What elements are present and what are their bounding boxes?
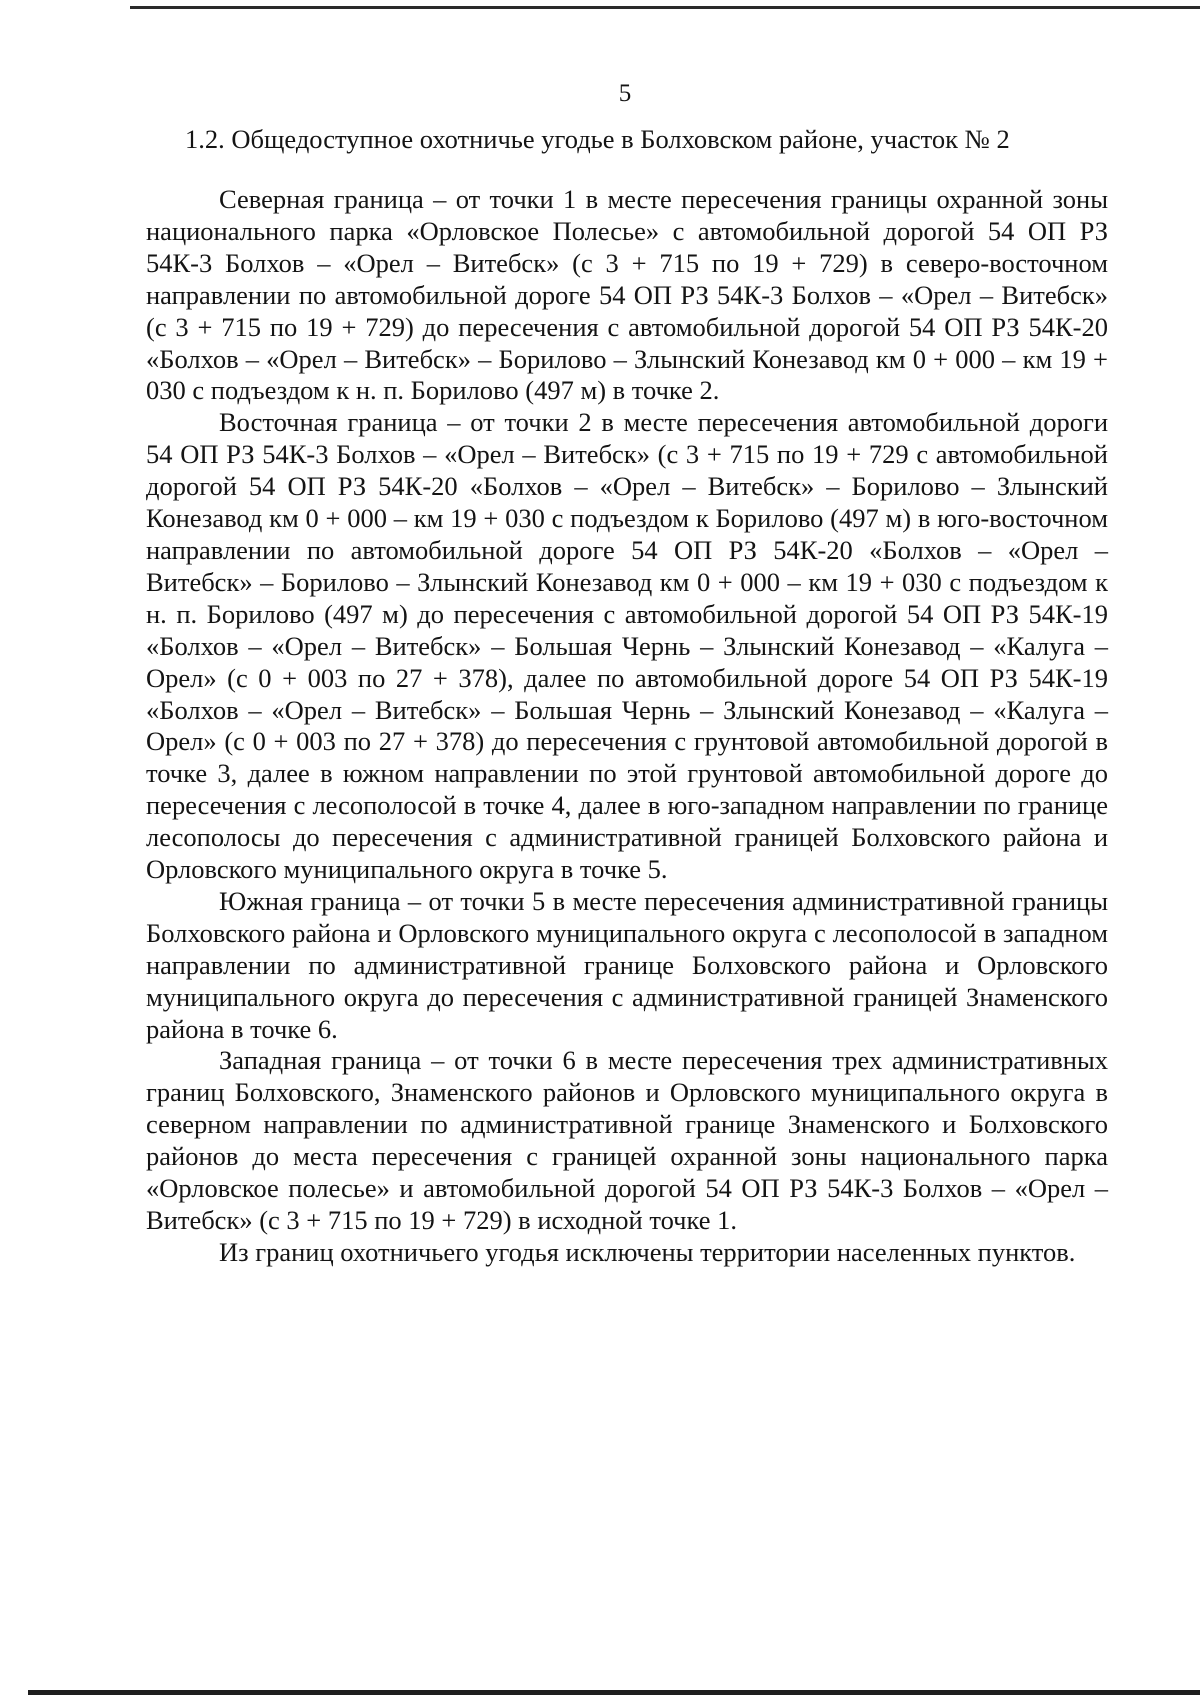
document-body: [146, 184, 1108, 1269]
paragraph-southern-boundary: Южная граница – от точки 5 в месте пересечения административной границы Болховского района и Орловского муниципального округа с лесополосой в западном направлении по административной границе Болховского района и Орловского муниципального округа до пересечения с административной границей Знаменского района в точке 6.: [146, 885, 1108, 1044]
scan-bottom-edge-line: [28, 1690, 1200, 1695]
scan-top-edge-line: [130, 6, 1200, 9]
paragraph-eastern-boundary: Восточная граница – от точки 2 в месте пересечения автомобильной дороги 54 ОП РЗ 54К-3 Болхов – «Орел – Витебск» (с 3 + 715 по 19 + 729 с автомобильной дорогой 54 ОП РЗ 54К-20 «Болхов – «Орел – Витебск» – Борилово – Злынский Конезавод км 0 + 000 – км 19 + 030 с подъездом к Борилово (497 м) в юго-восточном направлении по автомобильной дороге 54 ОП РЗ 54К-20 «Болхов – «Орел – Витебск» – Борилово – Злынский Конезавод км 0 + 000 – км 19 + 030 с подъездом к н. п. Борилово (497 м) до пересечения с автомобильной дорогой 54 ОП РЗ 54К-19 «Болхов – «Орел – Витебск» – Большая Чернь – Злынский Конезавод – «Калуга – Орел» (с 0 + 003 по 27 + 378), далее по автомобильной дороге 54 ОП РЗ 54К-19 «Болхов – «Орел – Витебск» – Большая Чернь – Злынский Конезавод – «Калуга – Орел» (с 0 + 003 по 27 + 378) до пересечения с грунтовой автомобильной дорогой в точке 3, далее в южном направлении по этой грунтовой автомобильной дороге до пересечения с лесополосой в точке 4, далее в юго-западном направлении по границе лесополосы до пересечения с административной границей Болховского района и Орловского муниципального округа в точке 5.: [146, 407, 1108, 885]
paragraph-western-boundary: Западная граница – от точки 6 в месте пересечения трех административных границ Болховского, Знаменского районов и Орловского муниципального округа в северном направлении по административной границе Знаменского и Болховского районов до места пересечения с границей охранной зоны национального парка «Орловское полесье» и автомобильной дорогой 54 ОП РЗ 54К-3 Болхов – «Орел – Витебск» (с 3 + 715 по 19 + 729) в исходной точке 1.: [146, 1045, 1108, 1235]
section-title: 1.2. Общедоступное охотничье угодье в Болховском районе, участок № 2: [185, 124, 1010, 154]
paragraph-exclusions: Из границ охотничьего угодья исключены территории населенных пунктов.: [219, 1236, 1076, 1267]
page-number: 5: [618, 80, 632, 107]
paragraph-northern-boundary: Северная граница – от точки 1 в месте пересечения границы охранной зоны национального парка «Орловское Полесье» с автомобильной дорогой 54 ОП РЗ 54К-3 Болхов – «Орел – Витебск» (с 3 + 715 по 19 + 729) в северо-восточном направлении по автомобильной дороге 54 ОП РЗ 54К-3 Болхов – «Орел – Витебск» (с 3 + 715 по 19 + 729) до пересечения с автомобильной дорогой 54 ОП РЗ 54К-20 «Болхов – «Орел – Витебск» – Борилово – Злынский Конезавод км 0 + 000 – км 19 + 030 с подъездом к н. п. Борилово (497 м) в точке 2.: [146, 184, 1108, 406]
